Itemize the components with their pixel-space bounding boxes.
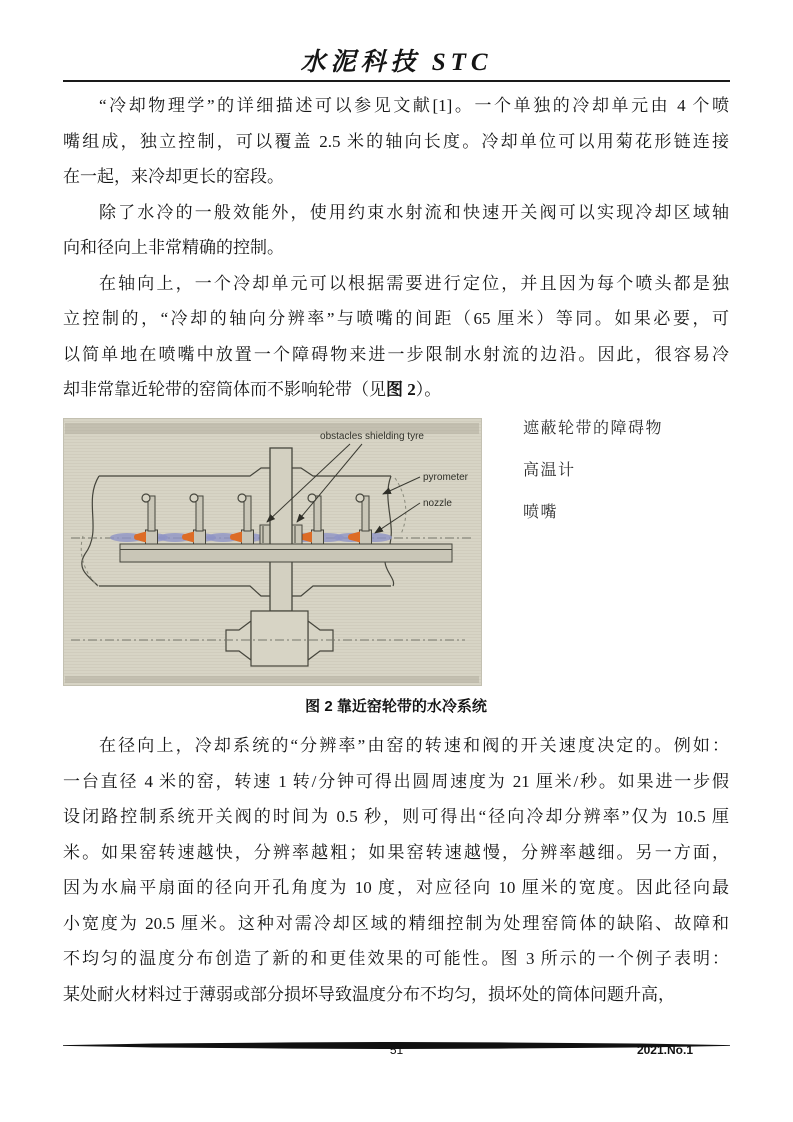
nozzle-unit (134, 494, 158, 544)
body-line: 在径向上，冷却系统的“分辨率”由窑的转速和阀的开关速度决定的。例如： (99, 736, 729, 755)
page-number: 51 (389, 1043, 404, 1057)
nozzle-leader-line (375, 503, 420, 533)
body-line: 在轴向上，一个冷却单元可以根据需要进行定位，并且因为每个喷头都是独 (99, 273, 729, 293)
body-line: 一台直径 4 米的窑，转速 1 转/分钟可得出圆周速度为 21 厘米/秒。如果进一步假 (63, 771, 729, 791)
line-text: ）。 (415, 380, 442, 399)
body-line: 米。如果窑转速越快，分辨率越粗；如果窑转速越慢，分辨率越细。另一方面， (63, 842, 729, 862)
body-line: 小宽度为 20.5 厘米。这种对需冷却区域的精细控制为处理窑筒体的缺陷、故障和 (63, 913, 729, 933)
paragraph-1 (63, 88, 729, 195)
body-line: “冷却物理学”的详细描述可以参见文献[1]。一个单独的冷却单元由 4 个喷 (99, 96, 729, 115)
body-line: 以简单地在喷嘴中放置一个障碍物来进一步限制水射流的边沿。因此，很容易冷 (63, 344, 729, 364)
kiln-shell-bottom-edge (99, 586, 391, 596)
body-line: 不均匀的温度分布创造了新的和更佳效果的可能性。图 3 所示的一个例子表明： (63, 949, 729, 968)
kiln-cooling-diagram (63, 418, 482, 686)
body-line: 向和径向上非常精确的控制。 (63, 238, 284, 257)
nozzle-unit (230, 494, 254, 544)
body-line: 除了水冷的一般效能外，使用约束水射流和快速开关阀可以实现冷却区域轴 (99, 202, 729, 222)
header-rule (63, 80, 730, 82)
paragraph-4 (63, 728, 729, 1012)
kiln-shell-left-break (82, 476, 99, 586)
paragraph-2 (63, 195, 729, 266)
kiln-tyre (270, 448, 292, 611)
body-line: 在一起，来冷却更长的窑段。 (63, 167, 284, 186)
obstacles-label: obstacles shielding tyre (320, 431, 424, 442)
body-line: 某处耐火材料过于薄弱或部分损坏导致温度分布不均匀，损坏处的筒体问题升高， (63, 984, 675, 1004)
obstacles-leader-line (297, 444, 362, 522)
scan-artifact (65, 676, 479, 683)
paragraph-3 (63, 266, 729, 408)
body-line: 立控制的，“冷却的轴向分辨率”与喷嘴的间距（65 厘米）等同。如果必要，可 (63, 309, 729, 328)
nozzle-unit (348, 494, 372, 544)
figure-caption: 图 2 靠近窑轮带的水冷系统 (305, 698, 487, 715)
line-text: 却非常靠近轮带的窑筒体而不影响轮带（见 (63, 380, 386, 399)
nozzle-label: nozzle (423, 498, 452, 509)
nozzle-unit (300, 494, 324, 544)
journal-title: 水泥科技 STC (300, 49, 493, 76)
figure-photo (63, 418, 482, 686)
support-roller (226, 611, 333, 666)
figure-reference: 图 2 (386, 380, 416, 399)
body-line (63, 372, 729, 408)
page-body (63, 88, 729, 1012)
nozzle-unit (182, 494, 206, 544)
body-line: 嘴组成，独立控制，可以覆盖 2.5 米的轴向长度。冷却单位可以用菊花形链连接 (63, 131, 729, 151)
figure-side-label-nozzle: 喷嘴 (523, 504, 559, 521)
figure-side-label-pyrometer: 高温计 (523, 462, 576, 479)
nozzle-rail (120, 544, 452, 562)
body-line: 因为水扁平扇面的径向开孔角度为 10 度，对应径向 10 厘米的宽度。因此径向最 (63, 878, 729, 897)
issue-number: 2021.No.1 (636, 1043, 693, 1057)
figure-side-label-obstacles: 遮蔽轮带的障碍物 (523, 420, 664, 437)
pyrometer-label: pyrometer (423, 472, 469, 483)
body-line: 设闭路控制系统开关阀的时间为 0.5 秒，则可得出“径向冷却分辨率”仅为 10.5 厘 (63, 807, 729, 826)
kiln-shell-top-edge (99, 468, 391, 476)
